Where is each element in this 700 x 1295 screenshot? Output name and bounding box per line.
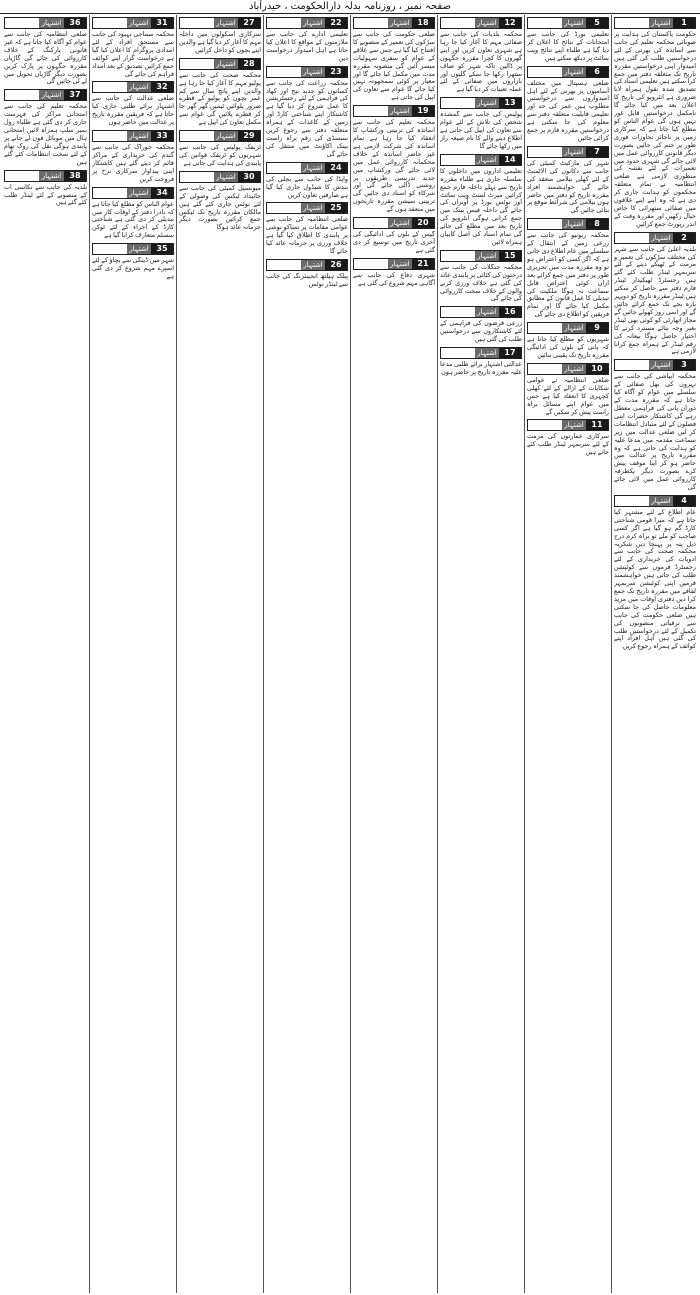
classified-ad [4, 17, 87, 86]
classified-ad [440, 347, 522, 377]
ad-text: ضلعی ہسپتال میں مختلف آسامیوں پر بھرتی کے لئے اہل امیدواروں سے درخواستیں مطلوب ہیں عمر کی حد اور تعلیمی قابلیت متعلقہ دفتر سے معلوم کی جا سکتی ہے درخواستیں مقررہ فارم پر جمع کرائی جائیں [527, 79, 609, 142]
ad-text: گیس کے بلوں کی ادائیگی کی آخری تاریخ میں توسیع کر دی گئی ہے [353, 231, 435, 254]
ad-text: ٹریفک پولیس کی جانب سے شہریوں کو ٹریفک قوانین کی پابندی کی ہدایت کی جاتی ہے [179, 144, 261, 167]
ad-label: اشتہار [388, 259, 412, 269]
ad-text: محکمہ سماجی بہبود کی جانب سے مستحق افراد کے لئے امدادی پروگرام کا اعلان کیا گیا ہے درخواست گزار اپنے کوائف جمع کرائیں تصدیق کے بعد امداد فراہم کی جائے گی [92, 31, 174, 78]
ad-text: بلدیہ اعلیٰ کی جانب سے شہر کی مختلف سڑکوں کی تعمیر و مرمت کے ٹھیکے دینے کے لئے سربمہر ٹینڈر طلب کئے گئے ہیں رجسٹرڈ ٹھیکیدار ٹینڈر فارم دفتر سے حاصل کر سکتے ہیں ٹینڈر مقررہ تاریخ کو دوپہر بارہ بجے تک جمع کرائے جائیں گے اور اسی روز کھولے جائیں گے مجاز اتھارٹی کو کوئی بھی ٹینڈر بغیر وجہ بتائے مسترد کرنے کا اختیار حاصل ہوگا بیعانہ کی رقم ٹینڈر کے ہمراہ جمع کرانا لازمی ہے [614, 245, 696, 356]
ad-number-box [266, 202, 348, 214]
ad-number: 27 [238, 18, 260, 28]
ad-box-blank [441, 251, 475, 261]
column [611, 15, 698, 1293]
ad-number: 1 [673, 18, 695, 28]
classified-ad [266, 162, 348, 200]
ad-number-box [614, 17, 696, 29]
ad-number-box [179, 171, 261, 183]
ad-number: 3 [673, 360, 695, 370]
classified-ad [266, 202, 348, 256]
column [89, 15, 176, 1293]
ad-text: ضلعی عدالت کی جانب سے اشتہار برائے طلبی جاری کیا جاتا ہے کہ فریقین مقررہ تاریخ پر عدالت میں حاضر ہوں [92, 95, 174, 127]
ad-number-box [440, 306, 522, 318]
ad-label: اشتہار [127, 188, 151, 198]
ad-text: ضلعی انتظامیہ کی جانب سے عوامی مقامات پر تمباکو نوشی پر پابندی کا اطلاق کیا گیا ہے خلاف ورزی پر جرمانہ عائد کیا جائے گا [266, 216, 348, 256]
ad-box-blank [267, 67, 301, 77]
ad-number-box [614, 359, 696, 371]
ad-label: اشتہار [127, 131, 151, 141]
ad-label: اشتہار [39, 18, 64, 28]
classified-ad [527, 322, 609, 360]
ad-text: محکمہ ریونیو کی جانب سے زرعی زمین کے انتقال کے سلسلے میں عام اطلاع دی جاتی ہے کہ اگر کسی کو اعتراض ہو تو وہ مقررہ مدت میں تحریری طور پر دفتر میں جمع کرائے بعد ازاں کوئی اعتراض قابل سماعت نہ ہوگا ملکیت کی تبدیلی کا عمل قانون کے مطابق مکمل کیا جائے گا اور تمام فریقین کو اطلاع دی جائے گی [527, 232, 609, 319]
ad-label: اشتہار [214, 131, 238, 141]
ad-number-box [527, 218, 609, 230]
ad-number: 23 [325, 67, 347, 77]
ad-label: اشتہار [301, 203, 325, 213]
ad-number: 8 [586, 219, 608, 229]
ad-number: 20 [412, 218, 434, 228]
ad-text: سرکاری عمارتوں کی مرمت کے لئے سربمہر ٹینڈر طلب کئے جاتے ہیں [527, 433, 609, 457]
ad-label: اشتہار [475, 307, 499, 317]
column [437, 15, 524, 1293]
ad-text: تعلیمی بورڈ کی جانب سے امتحانات کے نتائج کا اعلان کر دیا گیا ہے طلباء اپنے نتائج ویب سائٹ پر دیکھ سکتے ہیں [527, 31, 609, 62]
ad-number: 33 [151, 131, 173, 141]
classified-ad [179, 17, 261, 55]
ad-number: 34 [151, 188, 173, 198]
ad-text: محکمہ صحت کی جانب سے پولیو مہم کا آغاز کیا جا رہا ہے والدین اپنے پانچ سال سے کم عمر بچوں کو پولیو کے قطرے ضرور پلوائیں ٹیمیں گھر گھر جا کر قطرے پلائیں گی عوام سے مکمل تعاون کی اپیل ہے [179, 71, 261, 127]
classified-ad [4, 170, 87, 208]
column [176, 15, 263, 1293]
ad-number: 18 [412, 18, 434, 28]
ad-label: اشتہار [475, 251, 499, 261]
classified-ad [527, 419, 609, 457]
ad-box-blank [5, 90, 39, 100]
ad-number: 12 [499, 18, 521, 28]
ad-box-blank [180, 172, 214, 182]
publication-location: حیدرآباد [248, 1, 282, 12]
ad-number: 15 [499, 251, 521, 261]
classified-ad [266, 17, 348, 63]
ad-box-blank [5, 18, 39, 28]
ad-number: 16 [499, 307, 521, 317]
ad-box-blank [528, 219, 562, 229]
ad-box-blank [528, 364, 562, 374]
ad-text: پبلک ہیلتھ انجینئرنگ کی جانب سے ٹینڈر نوٹس [266, 272, 348, 288]
ad-label: اشتہار [127, 18, 151, 28]
page-number-label: صفحہ نمبر [404, 1, 451, 12]
ad-box-blank [180, 59, 214, 69]
ad-box-blank [180, 131, 214, 141]
ad-text: ضلعی انتظامیہ کی جانب سے عوام کو آگاہ کیا جاتا ہے کہ غیر قانونی پارکنگ کے خلاف کارروائی کی جائے گی گاڑیاں مقررہ جگہوں پر پارک کریں بصورت دیگر گاڑیاں تحویل میں لے لی جائیں گی [4, 31, 87, 86]
ad-number: 28 [238, 59, 260, 69]
ad-label: اشتہار [214, 18, 238, 28]
ad-text: عدالتی اشتہار برائے طلبی مدعا علیہ مقررہ تاریخ پر حاضر ہوں [440, 361, 522, 376]
ad-label: اشتہار [562, 420, 586, 430]
classified-ad [527, 66, 609, 143]
ad-text: تعلیمی ادارے کی جانب سے ملازمتوں کے مواقع کا اعلان کیا جاتا ہے اہل امیدوار درخواست دیں [266, 31, 348, 62]
classified-ad [92, 130, 174, 184]
ad-number-box [527, 419, 609, 431]
classified-ad [4, 89, 87, 166]
ad-number-box [527, 363, 609, 375]
ad-text: سرکاری اسکولوں میں داخلہ مہم کا آغاز کر دیا گیا ہے والدین اپنے بچوں کو داخل کرائیں [179, 31, 261, 54]
ad-box-blank [528, 420, 562, 430]
classified-ad [92, 17, 174, 78]
ad-box-blank [615, 18, 649, 28]
ad-number: 38 [64, 171, 86, 181]
ad-box-blank [354, 218, 388, 228]
ad-number-box [440, 347, 522, 359]
ad-number: 36 [64, 18, 86, 28]
publication-name: روزنامہ بدلہ دارالحکومت [290, 1, 396, 12]
ad-text: ضلعی انتظامیہ نے عوامی شکایات کے ازالے کے لئے کھلی کچہری کا انعقاد کیا ہے جس میں عوام اپنے مسائل براہ راست پیش کر سکیں گے [527, 376, 609, 416]
ad-text: محکمہ جنگلات کی جانب سے درختوں کی کٹائی پر پابندی عائد کی گئی ہے خلاف ورزی کرنے والوں کے خلاف سخت کارروائی کی جائے گی [440, 263, 522, 303]
ad-number-box [527, 66, 609, 78]
ad-number-box [353, 17, 435, 29]
ad-number-box [4, 89, 87, 101]
ad-number-box [92, 130, 174, 142]
ad-number-box [614, 495, 696, 507]
ad-number: 31 [151, 18, 173, 28]
ad-label: اشتہار [388, 218, 412, 228]
ad-label: اشتہار [562, 323, 586, 333]
classified-ad [614, 17, 696, 229]
classified-ad [614, 232, 696, 357]
classified-ad [527, 146, 609, 215]
ad-label: اشتہار [388, 106, 412, 116]
ad-label: اشتہار [475, 348, 499, 358]
classified-ad [527, 363, 609, 417]
ad-box-blank [267, 18, 301, 28]
header-separator: ، [284, 1, 288, 12]
page-header [0, 0, 700, 14]
ad-text: زرعی قرضوں کی فراہمی کے لئے کاشتکاروں سے درخواستیں طلب کی گئی ہیں [440, 320, 522, 344]
classified-columns [2, 15, 698, 1293]
ad-box-blank [354, 259, 388, 269]
ad-number: 19 [412, 106, 434, 116]
ad-number-box [440, 17, 522, 29]
ad-number: 10 [586, 364, 608, 374]
classified-ad [614, 495, 696, 651]
ad-number: 17 [499, 348, 521, 358]
ad-label: اشتہار [301, 18, 325, 28]
ad-number: 5 [586, 18, 608, 28]
ad-number: 29 [238, 131, 260, 141]
ad-text: تعلیمی اداروں میں داخلوں کا سلسلہ جاری ہے طلباء مقررہ تاریخ سے پہلے داخلہ فارم جمع کرائیں میرٹ لسٹ ویب سائٹ اور نوٹس بورڈ پر آویزاں کی جائے گی داخلہ فیس بینک میں جمع کرانی ہوگی انٹرویو کی تاریخ بعد میں مطلع کی جائے گی تمام اسناد کی اصل کاپیاں ہمراہ لائیں [440, 167, 522, 246]
ad-label: اشتہار [39, 171, 64, 181]
ad-box-blank [528, 323, 562, 333]
column [2, 15, 89, 1293]
classified-ad [179, 130, 261, 168]
ad-box-blank [354, 18, 388, 28]
ad-number: 2 [673, 233, 695, 243]
classified-ad [527, 17, 609, 63]
ad-label: اشتہار [562, 18, 586, 28]
ad-number: 4 [673, 496, 695, 506]
ad-label: اشتہار [475, 155, 499, 165]
ad-box-blank [93, 188, 127, 198]
classified-ad [266, 259, 348, 289]
classified-ad [92, 81, 174, 127]
ad-number-box [92, 17, 174, 29]
ad-label: اشتہار [562, 219, 586, 229]
ad-label: اشتہار [214, 59, 238, 69]
ad-text: شہر میں ڈینگی سے بچاؤ کے لئے اسپرے مہم شروع کر دی گئی ہے [92, 257, 174, 280]
ad-box-blank [180, 18, 214, 28]
ad-number-box [527, 17, 609, 29]
ad-box-blank [267, 163, 301, 173]
classified-ad [440, 154, 522, 247]
ad-number: 22 [325, 18, 347, 28]
ad-label: اشتہار [39, 90, 64, 100]
ad-number-box [92, 187, 174, 199]
classified-ad [440, 17, 522, 94]
ad-box-blank [441, 348, 475, 358]
ad-box-blank [441, 307, 475, 317]
ad-text: شہر کی مارکیٹ کمیٹی کی جانب سے دکانوں کی الاٹمنٹ کے لئے کھلی نیلامی منعقد کی جائے گی خواہشمند افراد مقررہ تاریخ کو دفتر میں حاضر ہوں نیلامی کی شرائط موقع پر بتائی جائیں گی [527, 159, 609, 215]
ad-number: 24 [325, 163, 347, 173]
ad-number-box [353, 258, 435, 270]
column [263, 15, 350, 1293]
ad-label: اشتہار [301, 260, 325, 270]
header-separator: ، [398, 1, 402, 12]
ad-text: محکمہ آبپاشی کی جانب سے نہروں کی بھل صفائی کے سلسلے میں عوام کو آگاہ کیا جاتا ہے کہ مقررہ مدت کے دوران پانی کی فراہمی معطل رہے گی کاشتکار حضرات اپنی فصلوں کے لئے متبادل انتظامات کر لیں ضلعی عدالت میں زیر سماعت مقدمہ میں مدعا علیہ کو ہدایت کی جاتی ہے کہ وہ مقررہ تاریخ پر عدالت میں حاضر ہو کر اپنا موقف پیش کرے بصورت دیگر یکطرفہ کارروائی عمل میں لائی جائے گی [614, 373, 696, 492]
ad-number-box [440, 97, 522, 109]
ad-number: 7 [586, 147, 608, 157]
ad-label: اشتہار [388, 18, 412, 28]
ad-box-blank [615, 496, 649, 506]
ad-label: اشتہار [649, 18, 673, 28]
ad-number-box [266, 17, 348, 29]
ad-number-box [440, 154, 522, 166]
ad-number-box [179, 130, 261, 142]
ad-number: 32 [151, 82, 173, 92]
ad-number-box [266, 162, 348, 174]
ad-label: اشتہار [649, 496, 673, 506]
ad-number: 35 [151, 244, 173, 254]
ad-box-blank [93, 244, 127, 254]
ad-box-blank [93, 82, 127, 92]
classified-ad [353, 217, 435, 255]
ad-box-blank [615, 360, 649, 370]
ad-text: محکمہ بلدیات کی جانب سے صفائی مہم کا آغاز کیا جا رہا ہے شہری تعاون کریں اور اپنے گھروں کا کچرا مقررہ جگہوں پر ڈالیں تاکہ شہر کو صاف ستھرا رکھا جا سکے گلیوں اور بازاروں میں صفائی کے لئے عملہ تعینات کر دیا گیا ہے [440, 31, 522, 94]
classified-ad [440, 97, 522, 151]
ad-text: حکومت پاکستان کی ہدایت پر صوبائی محکمہ تعلیم کی جانب سے اساتذہ کی بھرتی کے لئے درخواستیں طلب کی گئی ہیں امیدوار اپنی درخواستیں مقررہ تاریخ تک متعلقہ دفتر میں جمع کرا سکتے ہیں تعلیمی اسناد کی تصدیق شدہ نقول ہمراہ لانا ضروری ہے انٹرویو کی تاریخ کا اعلان بعد میں کیا جائے گا نامکمل درخواستیں قابل غور نہیں ہوں گی عوام الناس کو مطلع کیا جاتا ہے کہ سرکاری زمین پر ناجائز تجاوزات فوری طور پر ختم کی جائیں بصورت دیگر قانونی کارروائی عمل میں لائی جائے گی شہری حدود میں تعمیرات کے لئے نقشہ کی منظوری لازمی ہے ضلعی انتظامیہ نے تمام متعلقہ محکموں کو ہدایت جاری کر دی ہے کہ وہ اپنے اپنے علاقوں میں صفائی ستھرائی کا خاص خیال رکھیں اور مقررہ وقت کے اندر رپورٹ جمع کرائیں [614, 31, 696, 228]
ad-number-box [179, 17, 261, 29]
ad-text: میونسپل کمیٹی کی جانب سے جائیداد ٹیکس کی وصولی کے لئے نوٹس جاری کئے گئے ہیں مالکان مقررہ تاریخ تک ٹیکس جمع کرائیں بصورت دیگر جرمانہ عائد ہوگا [179, 184, 261, 232]
ad-box-blank [93, 18, 127, 28]
ad-box-blank [615, 233, 649, 243]
ad-number: 26 [325, 260, 347, 270]
ad-number: 9 [586, 323, 608, 333]
ad-box-blank [441, 155, 475, 165]
classified-ad [353, 258, 435, 288]
classified-ad [92, 187, 174, 241]
ad-text: شہریوں کو مطلع کیا جاتا ہے کہ پانی کے بلوں کی ادائیگی مقررہ تاریخ تک یقینی بنائیں [527, 336, 609, 359]
ad-box-blank [528, 147, 562, 157]
ad-label: اشتہار [562, 147, 586, 157]
ad-number-box [614, 232, 696, 244]
ad-label: اشتہار [649, 360, 673, 370]
ad-number-box [266, 259, 348, 271]
ad-number-box [353, 105, 435, 117]
ad-label: اشتہار [301, 163, 325, 173]
ad-text: محکمہ تعلیم کی جانب سے اساتذہ کی تربیتی ورکشاپ کا انعقاد کیا جا رہا ہے تمام اساتذہ کی شرکت لازمی ہے غیر حاضر اساتذہ کے خلاف محکمانہ کارروائی عمل میں لائی جائے گی ورکشاپ میں جدید تدریسی طریقوں پر روشنی ڈالی جائے گی اور شرکاء کو اسناد دی جائیں گی تربیتی سیشن مقررہ تاریخوں میں منعقد ہوں گے [353, 119, 435, 214]
ad-text: محکمہ خوراک کی جانب سے گندم کی خریداری کے مراکز قائم کر دیئے گئے ہیں کاشتکار اپنی پیداوار سرکاری نرخ پر فروخت کریں [92, 144, 174, 183]
ad-box-blank [267, 260, 301, 270]
ad-number: 37 [64, 90, 86, 100]
ad-text: پولیس کی جانب سے گمشدہ شخص کی تلاش کے لئے عوام سے تعاون کی اپیل کی جاتی ہے اطلاع دینے والے کا نام صیغہ راز میں رکھا جائے گا [440, 111, 522, 150]
ad-number: 25 [325, 203, 347, 213]
classified-ad [179, 171, 261, 232]
ad-box-blank [93, 131, 127, 141]
ad-text: واپڈا کی جانب سے بجلی کی بندش کا شیڈول جاری کیا گیا ہے صارفین تعاون کریں [266, 175, 348, 199]
classified-ad [92, 243, 174, 281]
ad-box-blank [528, 67, 562, 77]
classified-ad [353, 17, 435, 102]
ad-number-box [4, 170, 87, 182]
classified-ad [440, 250, 522, 304]
ad-box-blank [354, 106, 388, 116]
ad-label: اشتہار [127, 82, 151, 92]
classified-ad [614, 359, 696, 492]
ad-box-blank [5, 171, 39, 181]
ad-number-box [266, 66, 348, 78]
ad-label: اشتہار [649, 233, 673, 243]
ad-text: محکمہ زراعت کی جانب سے کسانوں کو جدید بیج اور کھاد کی فراہمی کے لئے رجسٹریشن کا عمل شروع کر دیا گیا ہے کاشتکار اپنے شناختی کارڈ اور زمین کے کاغذات کے ہمراہ متعلقہ دفتر سے رجوع کریں سبسڈی کی رقم براہ راست بینک اکاؤنٹ میں منتقل کی جائے گی [266, 79, 348, 158]
ad-number: 30 [238, 172, 260, 182]
ad-box-blank [528, 18, 562, 28]
column [524, 15, 611, 1293]
classified-ad [440, 306, 522, 344]
ad-text: بلدیہ کی جانب سے نکاسی آب کے منصوبے کے لئے ٹینڈر طلب کئے گئے ہیں [4, 183, 87, 207]
ad-label: اشتہار [301, 67, 325, 77]
classified-ad [527, 218, 609, 319]
ad-text: شہری دفاع کی جانب سے آگاہی مہم شروع کی گئی ہے [353, 271, 435, 287]
column [350, 15, 437, 1293]
ad-label: اشتہار [475, 18, 499, 28]
ad-number-box [92, 243, 174, 255]
ad-box-blank [441, 98, 475, 108]
ad-number-box [92, 81, 174, 93]
ad-number: 21 [412, 259, 434, 269]
ad-number: 14 [499, 155, 521, 165]
ad-number-box [527, 146, 609, 158]
ad-number: 13 [499, 98, 521, 108]
ad-label: اشتہار [127, 244, 151, 254]
ad-text: محکمہ تعلیم کی جانب سے امتحانی مراکز کی فہرست جاری کر دی گئی ہے طلباء رول نمبر سلپ ہمراہ لائیں امتحانی ہال میں موبائل فون لے جانے پر پابندی ہوگی نقل کی روک تھام کے لئے سخت انتظامات کئے گئے ہیں [4, 103, 87, 166]
ad-text: عام اطلاع کے لئے مشتہر کیا جاتا ہے کہ میرا قومی شناختی کارڈ گم ہو گیا ہے اگر کسی صاحب کو ملے تو براہ کرم درج ذیل پتہ پر پہنچا دیں شکریہ محکمہ صحت کی جانب سے ادویات کی خریداری کے لئے رجسٹرڈ فرموں سے کوٹیشن طلب کی جاتی ہیں خواہشمند فرمیں اپنی کوٹیشن سربمہر لفافے میں مقررہ تاریخ تک جمع کرا دیں دفتری اوقات میں مزید معلومات حاصل کی جا سکتی ہیں ضلعی حکومت کی جانب سے ترقیاتی منصوبوں کی تکمیل کے لئے درخواستیں طلب کی گئی ہیں اہل افراد اپنے کوائف کے ہمراہ رجوع کریں [614, 508, 696, 651]
ad-label: اشتہار [214, 172, 238, 182]
classified-ad [266, 66, 348, 159]
ad-text: عوام الناس کو مطلع کیا جاتا ہے کہ نادرا دفتر کے اوقات کار میں تبدیلی کر دی گئی ہے شناختی کارڈ کے اجراء کے لئے ٹوکن سسٹم متعارف کرایا گیا ہے [92, 200, 174, 240]
classified-ad [179, 58, 261, 127]
ad-box-blank [441, 18, 475, 28]
ad-number-box [527, 322, 609, 334]
ad-label: اشتہار [475, 98, 499, 108]
classified-ad [353, 105, 435, 214]
ad-text: ضلعی حکومت کی جانب سے سڑکوں کی تعمیر کے منصوبے کا افتتاح کیا گیا ہے جس سے علاقے کے عوام کو سفری سہولیات میسر آئیں گی منصوبہ مقررہ مدت میں مکمل کیا جائے گا اور معیار پر کوئی سمجھوتہ نہیں کیا جائے گا عوام سے تعاون کی اپیل کی جاتی ہے [353, 31, 435, 102]
ad-label: اشتہار [562, 67, 586, 77]
ad-number-box [440, 250, 522, 262]
ad-number: 11 [586, 420, 608, 430]
ad-number-box [179, 58, 261, 70]
ad-number: 6 [586, 67, 608, 77]
ad-label: اشتہار [562, 364, 586, 374]
ad-number-box [353, 217, 435, 229]
ad-box-blank [267, 203, 301, 213]
ad-number-box [4, 17, 87, 29]
